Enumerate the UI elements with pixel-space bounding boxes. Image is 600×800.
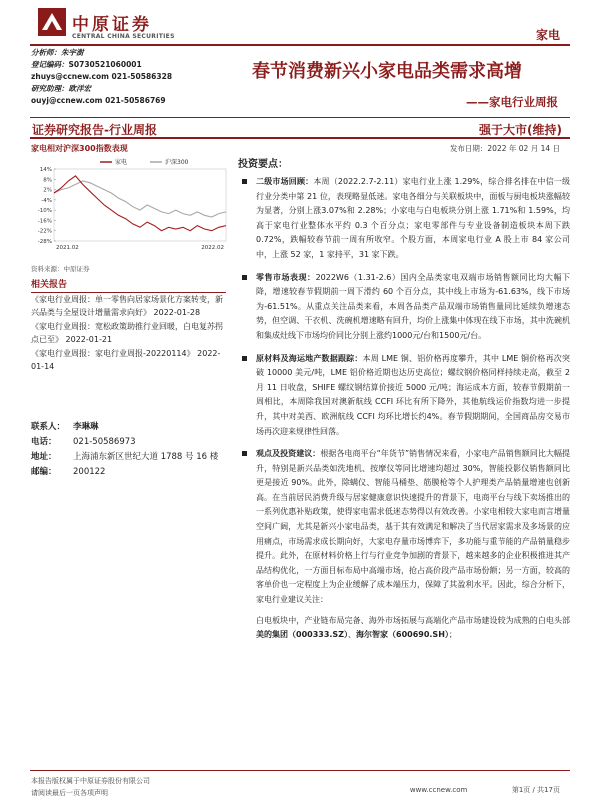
page-subtitle: ——家电行业周报 [466,95,558,109]
copyright-note: 本报告版权属于中原证券股份有限公司 [31,777,150,785]
stock-midea: 美的集团（000333.SZ） [256,630,348,640]
footer-right [410,785,560,795]
x-tick-label: 2022.02 [201,245,224,251]
contact-row [31,420,226,435]
address-label: 地址： [31,452,57,462]
logo-cn-text: 中原证券 [72,15,152,35]
square-bullet-icon [242,179,247,184]
related-report-3[interactable]: 《家电行业周报：家电行业周报-20220114》 2022-01-14 [31,349,221,371]
address-value: 上海浦东新区世纪大道 1788 号 16 楼 [73,452,219,462]
reg-label: 登记编码： [31,60,69,69]
square-bullet-icon [242,451,247,456]
phone-row [31,435,226,450]
series-line-沪深300 [54,181,226,217]
point-text: 白电板块中，产业链布局完备、海外市场拓展与高端化产品市场建设较为成熟的白电头部 [256,615,570,625]
key-points-heading: 投资要点： [238,159,288,170]
point-text: 本周 LME 铜、铝价格再度攀升，其中 LME 铜价格再次突破 10000 美元/吨，LME 铝价格近期也达历史高位；螺纹钢价格同样持续走高，截至 2 月 11 日收盘，SHIFE 螺纹钢结算价接近 5000 元/吨；海运成本方面，较春节假期前一周相比，本周除我国对澳新航线 CCFI 环比有所下降外，其他航线运价指数均进一步提升，其中对美西、欧洲航线 CCFI 均环比增长约4%。春节假期期间，全国商品房交易市场再次迎来规律性回落。 [256,353,571,436]
zip-label: 邮编： [31,467,57,477]
footer-notes [31,775,150,799]
analyst-row [31,47,201,59]
report-banner [30,117,570,139]
legend-label: 家电 [115,159,128,166]
reg-row [31,59,201,71]
company-logo [38,8,175,48]
key-points-content [238,175,570,643]
chart-frame [54,169,226,241]
contact-block [31,420,226,480]
point-white-goods [238,614,570,643]
square-bullet-icon [242,356,247,361]
y-tick-label: 8% [43,177,52,184]
rating: 强于大市(维持) [479,123,562,137]
point-investment-advice [238,447,570,608]
y-tick-label: -10% [37,208,52,215]
y-tick-label: -16% [37,218,52,225]
phone-label: 电话： [31,437,57,447]
page-title: 春节消费新兴小家电品类需求高增 [252,61,522,82]
contact-label: 联系人： [31,422,66,432]
contact-name: 李琳琳 [73,422,99,432]
point-text: 本周（2022.2.7-2.11）家电行业上涨 1.29%，综合排名排在中信一级行业分类中第 21 位，表现略显低迷。家电各细分与关联板块中，面板与厨电板块涨幅较为显著，分别上涨3.07%和 2.28%；小家电与白电板块分别上涨 1.71%和 1.59%，均高于家电行业整体水平约 0.3 个百分点；家电零部件与专业设备制造板块本周下跌 0.72%，跌幅较春节前一周有所收窄。个股方面，本周家电行业 A 股上市 84 家公司中，上涨 52 家，1 家持平，31 家下跌。 [256,177,571,259]
point-text: 、 [348,630,356,640]
logo-en-text: CENTRAL CHINA SECURITIES [72,33,175,40]
point-retail [238,271,570,344]
zip-row [31,465,226,480]
footer-divider [30,770,570,771]
point-key: 零售市场表现： [256,272,316,282]
y-tick-label: -22% [37,228,52,235]
series-line-家电 [54,176,226,231]
y-tick-label: 14% [39,167,52,173]
related-report-2[interactable]: 《家电行业周报：宽松政策助推行业回暖，白电复苏拐点已至》 2022-01-21 [31,322,223,344]
point-text: ； [448,630,457,640]
point-key: 观点及投资建议： [256,449,321,459]
header-divider [30,44,570,46]
analyst-label: 分析师： [31,48,61,57]
y-tick-label: -4% [41,197,52,204]
point-text: 2022W6（1.31-2.6）国内全品类家电双端市场销售额同比均大幅下降，增速较春节假期前一周下滑约 60 个百分点，其中线上市场为-61.63%，线下市场为-61.51%。从重点关注品类来看，本周各品类产品双端市场销售量同比延续负增速态势，但空调、干衣机、洗碗机增速略有回升，均价上涨集中体现在线下市场，其中洗碗机和集成灶线下市场均价同比分别上涨约1000元/台和1500元/台。 [256,272,571,340]
related-reports-heading: 相关报告 [31,277,226,293]
website-link[interactable]: www.ccnew.com [409,786,468,794]
stock-haier: 海尔智家（600690.SH） [356,630,449,640]
performance-chart [30,155,230,255]
point-text: 根据各电商平台“年货节”销售情况来看，小家电产品销售额同比大幅提升，特别是新兴品类如洗地机、按摩仪等同比增速均超过 30%，智能投影仪销售额同比更是接近 90%。此外，除螨仪、智能马桶垫、筋膜枪等个人护理类产品销量增速也创新高。在当前居民消费升级与居家健康意识快速提升的背景下，电商平台与线下卖场推出的一系列优惠补贴政策，使得家电需求低迷态势得以有效改善。小家电相较大家电而言增量空间广阔，尤其是新兴小家电品类，基于其有效满足和解决了当代居家需求及多场景的应用痛点，市场需求成长期向好，大家电存量市场博弈下，多功能与重节能的产品销量稳步提升。此外，在原材料价格上行与行业竞争加剧的背景下，越来越多的企业积极推进其产品结构优化，一方面目标布局中高端市场，抢占高价段产品市场份额；另一方面，较高的客单价也一定程度上为企业缓解了成本端压力，保障了其盈利水平。因此，综合分析下，家电行业建议关注： [256,449,570,605]
analyst-name: 朱宇澍 [61,48,84,57]
related-reports-list [31,293,226,374]
analyst-block [31,47,201,107]
zip-value: 200122 [73,467,106,477]
square-bullet-icon [242,275,247,280]
phone-value: 021-50586973 [73,437,136,447]
y-tick-label: -28% [37,239,52,245]
disclaimer-note: 请阅读最后一页各项声明 [31,789,108,797]
assistant-row [31,83,201,95]
reg-code: S0730521060001 [68,60,142,69]
chart-source: 资料来源：中原证券 [31,265,90,273]
legend-label: 沪深300 [165,159,189,166]
logo-mark-icon [38,8,66,36]
sector-tag: 家电 [535,28,560,42]
address-row [31,450,226,465]
page-number: 第1页 / 共17页 [511,786,560,794]
assistant-label: 研究助理： [31,84,69,93]
assistant-name: 欧洋宏 [68,84,91,93]
assistant-contact: ouyj@ccnew.com 021-50586769 [31,96,166,105]
point-key: 原材料及海运地产数据跟踪： [256,353,363,363]
x-tick-label: 2021.02 [56,245,79,251]
related-report-1[interactable]: 《家电行业周报：单一零售向居家场景化方案转变，新兴品类与全屋设计增量需求向好》 2022-01-28 [31,295,223,317]
analyst-contact: zhuys@ccnew.com 021-50586328 [31,72,173,81]
y-tick-label: 2% [43,187,52,194]
publish-date: 发布日期：2022 年 02 月 14 日 [449,144,560,153]
point-raw-materials [238,352,570,440]
point-key: 二级市场回顾： [256,177,314,186]
report-type: 证券研究报告-行业周报 [32,123,157,137]
chart-title: 家电相对沪深300指数表现 [31,144,128,153]
point-market-review [238,175,570,263]
